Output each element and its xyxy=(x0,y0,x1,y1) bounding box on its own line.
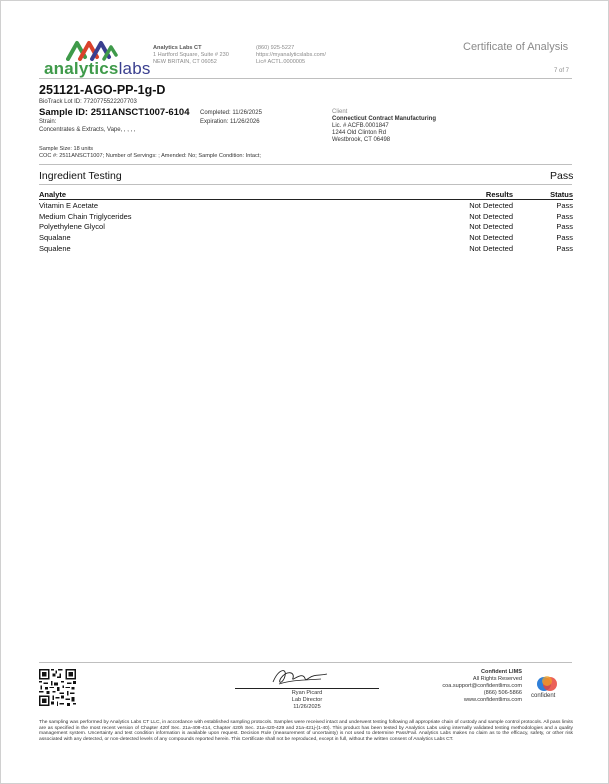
analyte-cell: Squalene xyxy=(39,244,71,254)
logo-wordmark-labs: labs xyxy=(118,59,151,78)
header-divider xyxy=(39,78,572,79)
analyte-cell: Vitamin E Acetate xyxy=(39,200,99,210)
signer-title: Lab Director xyxy=(291,696,323,703)
document-title: Certificate of Analysis xyxy=(463,41,569,53)
result-cell: Not Detected xyxy=(469,233,513,243)
results-header-row xyxy=(39,189,573,200)
strain-label: Strain: xyxy=(39,119,57,125)
result-cell: Not Detected xyxy=(469,211,513,221)
result-cell: Not Detected xyxy=(469,200,513,210)
status-cell: Pass xyxy=(556,200,573,210)
header-results: Results xyxy=(393,189,513,200)
confident-logo-text: confident xyxy=(531,693,556,699)
page-number: 7 of 7 xyxy=(554,68,570,74)
lab-license: Lic# ACTL.0000005 xyxy=(256,59,306,65)
section-status: Pass xyxy=(550,170,574,182)
table-row xyxy=(39,243,573,254)
footer-divider xyxy=(39,662,572,663)
client-block xyxy=(332,109,436,144)
table-row xyxy=(39,232,573,243)
sample-id: Sample ID: 2511ANSCT1007-6104 xyxy=(39,107,190,118)
lims-phone: (866) 506-5866 xyxy=(483,689,522,696)
lab-phone: (860) 925-5227 xyxy=(256,45,295,51)
client-name: Connecticut Contract Manufacturing xyxy=(332,116,437,122)
lab-name: Analytics Labs CT xyxy=(153,45,202,51)
section-title: Ingredient Testing xyxy=(39,170,122,182)
client-address-line1: 1244 Old Clinton Rd xyxy=(332,130,387,136)
lot-id: BioTrack Lot ID: 7720775522207703 xyxy=(39,99,137,105)
lims-website[interactable]: www.confidentlims.com xyxy=(463,696,522,703)
lims-name: Confident LIMS xyxy=(480,669,522,675)
expiration-date: Expiration: 11/26/2026 xyxy=(200,119,260,125)
sample-category: Concentrates & Extracts, Vape, , , , , xyxy=(39,127,136,133)
product-id: 251121-AGO-PP-1g-D xyxy=(39,83,166,97)
client-license: Lic. # ACFB.0001847 xyxy=(332,123,389,129)
header-analyte: Analyte xyxy=(39,189,393,200)
header-status: Status xyxy=(513,189,573,200)
status-cell: Pass xyxy=(556,244,573,254)
lims-rights: All Rights Reserved xyxy=(472,675,522,682)
status-cell: Pass xyxy=(556,211,573,221)
lab-address-line1: 1 Hartford Square, Suite # 230 xyxy=(153,52,229,58)
analyte-cell: Medium Chain Triglycerides xyxy=(39,211,132,221)
result-cell: Not Detected xyxy=(469,244,513,254)
logo-wordmark xyxy=(44,59,151,79)
sample-details xyxy=(39,146,261,160)
client-address-line2: Westbrook, CT 06498 xyxy=(332,137,391,143)
table-row xyxy=(39,211,573,222)
coc-info: COC #: 2511ANSCT1007; Number of Servings: ; Amended: No; Sample Condition: Intact; xyxy=(39,153,261,159)
sample-divider xyxy=(39,164,572,165)
signature-line xyxy=(235,688,379,689)
qr-code-icon[interactable] xyxy=(39,669,76,706)
analyte-cell: Polyethylene Glycol xyxy=(39,222,105,232)
logo-wordmark-analytics: analytics xyxy=(44,59,119,78)
confident-logo-icon xyxy=(533,674,561,694)
table-row xyxy=(39,222,573,233)
strain-block xyxy=(39,118,136,134)
sample-size: Sample Size: 18 units xyxy=(39,146,94,152)
lims-block xyxy=(401,669,522,704)
client-label: Client xyxy=(332,109,348,115)
table-row xyxy=(39,200,573,211)
status-cell: Pass xyxy=(556,222,573,232)
analytics-labs-logo-icon xyxy=(66,39,118,61)
lab-contact-block xyxy=(256,45,326,66)
signature-block xyxy=(235,690,379,710)
date-block xyxy=(200,109,262,127)
signature-icon xyxy=(269,666,333,688)
signature-date: 11/26/2025 xyxy=(293,703,321,710)
lab-address-line2: NEW BRITAIN, CT 06052 xyxy=(153,59,217,65)
signer-name: Ryan Picard xyxy=(291,690,323,696)
results-table xyxy=(39,189,573,254)
status-cell: Pass xyxy=(556,233,573,243)
result-cell: Not Detected xyxy=(469,222,513,232)
analyte-cell: Squalane xyxy=(39,233,71,243)
lab-address-block xyxy=(153,45,229,66)
disclaimer-text: The sampling was performed by Analytics Labs CT LLC, in accordance with established sampling protocols. Samples were received intact and underwent testing following all appropriate chain of custody and sample control protocols. All pass limits are as specified in the most recent version of Chapter 420f Sec. 21a-408-414, Chapter 420h Sec. 21a-420-429 and 21a-421j-(1-40). This product has been tested by Analytics Labs using internally validated testing methodologies and a quality management system. Uncertainty and test condition information is available upon request. Decision Rule (measurement of uncertainty) is not used to determine Pass/Fail. Analytics Labs makes no claim as to the efficacy, safety, or other risk associated with any detected, or non-detected levels of any compounds reported herein. This Certificate shall not be reproduced, except in full, without the written consent of Analytics Labs CT. xyxy=(39,720,573,742)
completed-date: Completed: 11/26/2025 xyxy=(200,110,262,116)
section-divider xyxy=(39,184,572,185)
lab-website[interactable]: https://myanalyticslabs.com/ xyxy=(256,52,326,58)
lims-email[interactable]: coa.support@confidentlims.com xyxy=(442,682,522,689)
